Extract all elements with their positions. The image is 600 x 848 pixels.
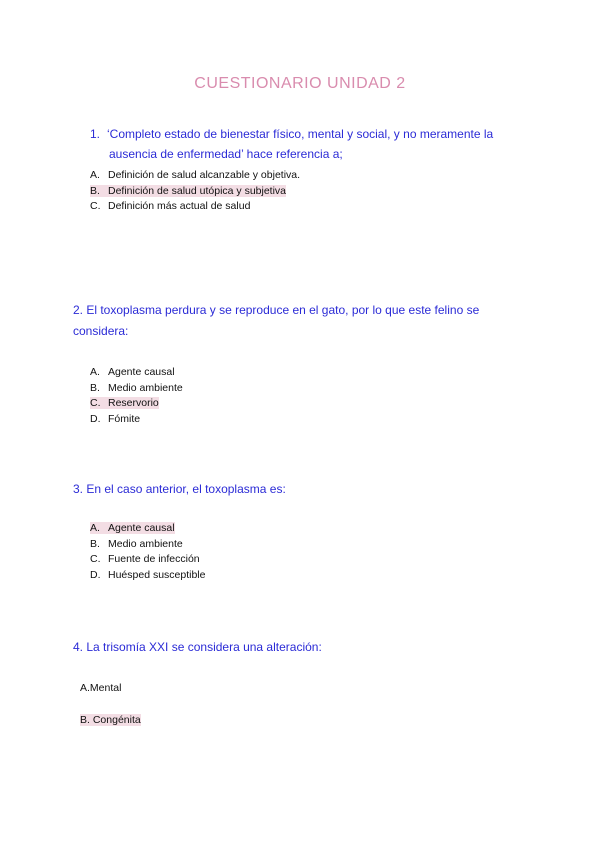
question-4-line-1: 4. La trisomía XXI se considera una alteración: bbox=[73, 640, 322, 654]
question-3-line-1: 3. En el caso anterior, el toxoplasma es: bbox=[73, 482, 286, 496]
option-letter: A. bbox=[90, 522, 100, 534]
option-3d bbox=[90, 568, 205, 584]
option-text: Fómite bbox=[108, 412, 141, 425]
option-text: Medio ambiente bbox=[108, 381, 183, 394]
question-2-line-2: considera: bbox=[73, 324, 129, 338]
option-letter: C. bbox=[90, 397, 101, 409]
option-4a bbox=[80, 681, 121, 696]
option-2a bbox=[90, 365, 183, 381]
option-1b bbox=[90, 184, 300, 200]
option-letter: C. bbox=[90, 553, 101, 565]
option-text: Agente causal bbox=[108, 366, 175, 378]
option-letter: A. bbox=[90, 169, 100, 181]
question-4 bbox=[73, 637, 322, 657]
option-text: Definición más actual de salud bbox=[108, 200, 251, 212]
question-1-line-1 bbox=[90, 124, 493, 144]
option-text: Fuente de infección bbox=[108, 553, 200, 565]
option-3c bbox=[90, 552, 205, 568]
option-text: A.Mental bbox=[80, 682, 122, 694]
question-2 bbox=[73, 300, 479, 341]
question-1-text-1: ‘Completo estado de bienestar físico, mental y social, y no meramente la bbox=[107, 127, 494, 141]
question-1 bbox=[90, 124, 493, 164]
option-letter: D. bbox=[90, 412, 101, 425]
option-1a bbox=[90, 168, 300, 184]
option-text: Medio ambiente bbox=[108, 537, 183, 550]
option-letter: C. bbox=[90, 200, 101, 212]
question-2-line-1: 2. El toxoplasma perdura y se reproduce en el gato, por lo que este felino se bbox=[73, 303, 480, 317]
option-2d bbox=[90, 412, 183, 428]
option-text: Agente causal bbox=[108, 522, 175, 534]
option-letter: A. bbox=[90, 366, 100, 378]
option-text: Huésped susceptible bbox=[108, 568, 206, 581]
page-title: CUESTIONARIO UNIDAD 2 bbox=[194, 75, 406, 92]
option-text: Definición de salud utópica y subjetiva bbox=[108, 184, 287, 197]
question-2-options bbox=[90, 365, 183, 427]
question-1-options bbox=[90, 168, 300, 215]
question-3-options bbox=[90, 521, 205, 583]
option-4b bbox=[80, 713, 141, 728]
option-text: Definición de salud alcanzable y objetiva. bbox=[108, 169, 301, 181]
option-text: B. Congénita bbox=[80, 714, 141, 726]
question-3 bbox=[73, 479, 286, 499]
option-3b bbox=[90, 537, 205, 553]
option-letter: B. bbox=[90, 381, 100, 394]
option-2b bbox=[90, 381, 183, 397]
option-2c bbox=[90, 396, 183, 412]
question-1-number: 1. bbox=[90, 127, 101, 141]
option-text: Reservorio bbox=[108, 397, 159, 409]
option-letter: D. bbox=[90, 568, 101, 581]
option-letter: B. bbox=[90, 184, 100, 197]
question-1-line-2: ausencia de enfermedad’ hace referencia a; bbox=[109, 147, 343, 161]
option-letter: B. bbox=[90, 537, 100, 550]
option-1c bbox=[90, 199, 300, 215]
option-3a bbox=[90, 521, 205, 537]
